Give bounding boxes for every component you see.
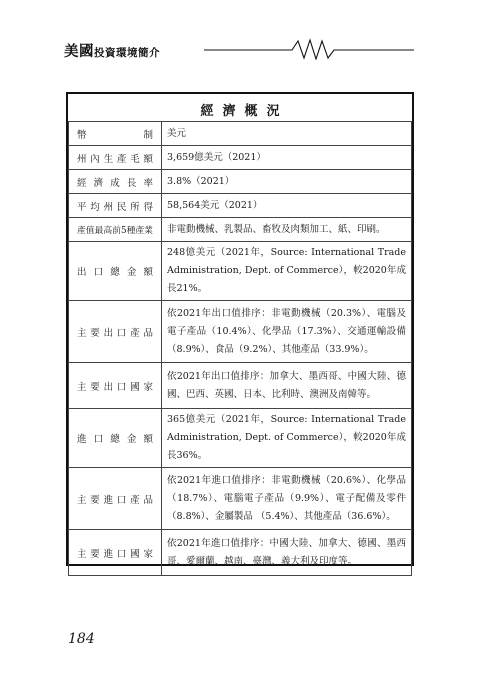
row-label [69,468,162,530]
table-row [69,122,412,146]
row-label [69,218,162,242]
label-char: 口 [116,548,127,560]
table-row [69,530,412,576]
table-row [69,468,412,530]
row-label [69,122,162,146]
label-char: 出 [103,327,114,339]
label-char: 國 [130,381,140,393]
label-char: 口 [116,381,127,393]
table-row [69,218,412,242]
table-row [69,194,412,218]
table-caption: 經濟概況 [200,104,289,119]
label-char: 生 [103,153,114,165]
label-char: 額 [143,434,153,445]
label-per-capita-income [69,199,161,213]
label-char: 要 [90,381,100,393]
label-char: 總 [110,434,120,445]
label-currency [69,127,161,141]
header-title [64,40,160,61]
label-char: 出 [103,381,114,393]
row-value: 依2021年進口值排序：中國大陸、加拿大、德國、墨西哥、愛爾蘭、越南、臺灣、義大利及印度等。 [162,530,412,576]
label-char: 制 [143,129,153,141]
running-header [64,38,414,60]
label-char: 產 [130,327,140,339]
label-char: 口 [116,327,127,339]
table-row [69,146,412,170]
label-char: 出 [77,267,87,278]
label-char: 所 [130,201,140,213]
label-char: 要 [90,548,100,560]
table-row [69,242,412,301]
label-char: 州 [103,201,114,213]
label-char: 進 [103,548,114,560]
label-char: 金 [126,267,137,278]
row-label [69,146,162,170]
label-char: 進 [103,494,114,506]
economic-overview-box [66,92,414,566]
label-char: 國 [130,548,140,560]
label-main-import-products [69,492,161,506]
row-label [69,170,162,194]
label-char: 幣 [77,129,87,141]
row-value: 248億美元（2021年，Source: International Trade Administration, Dept. of Commerce），較2020年成長21%。 [162,242,412,301]
label-char: 民 [116,201,127,213]
label-char: 平 [77,201,87,213]
heartbeat-line-icon [204,38,414,60]
label-char: 濟 [93,177,104,189]
header-country: 美國 [64,44,94,60]
label-char: 產 [130,494,140,506]
row-label [69,194,162,218]
label-char: 總 [110,267,120,278]
row-label [69,242,162,301]
row-value: 58,564美元（2021） [162,194,412,218]
label-char: 毛 [130,153,140,165]
label-char: 均 [90,201,100,213]
label-char: 主 [77,494,87,506]
label-char: 家 [143,548,153,560]
label-char: 主 [77,327,87,339]
table-row [69,170,412,194]
label-char: 得 [143,201,153,213]
row-label [69,301,162,363]
label-main-export-products [69,325,161,339]
row-label [69,530,162,576]
label-char: 額 [143,267,153,278]
label-char: 主 [77,548,87,560]
row-value: 365億美元（2021年，Source: International Trade Administration, Dept. of Commerce），較2020年成長36%。 [162,409,412,468]
label-char: 金 [126,434,137,445]
label-top-industries: 產值最高前5種產業 [77,226,153,236]
row-value: 3,659億美元（2021） [162,146,412,170]
label-char: 額 [143,153,153,165]
label-char: 經 [77,177,87,189]
row-label [69,409,162,468]
economic-overview-table [68,121,412,576]
label-char: 率 [143,177,153,189]
page-number: 184 [68,631,95,647]
table-row [69,363,412,409]
label-total-exports [69,264,161,278]
label-gsp [69,151,161,165]
label-char: 家 [143,381,153,393]
label-growth-rate [69,175,161,189]
row-value: 非電動機械、乳製品、畜牧及肉類加工、紙、印刷。 [162,218,412,242]
label-main-export-countries [69,379,161,393]
row-label [69,363,162,409]
label-char: 口 [93,267,104,278]
header-subtitle: 投資環境簡介 [94,47,160,59]
row-value: 依2021年進口值排序：非電動機械（20.6%）、化學品（18.7%）、電腦電子產品（9.9%）、電子配備及零件（8.8%）、金屬製品 （5.4%）、其他產品（36.6%）。 [162,468,412,530]
label-char: 品 [143,327,153,339]
label-char: 主 [77,381,87,393]
row-value: 3.8%（2021） [162,170,412,194]
row-value: 依2021年出口值排序：非電動機械（20.3%）、電腦及電子產品（10.4%）、化學品（17.3%）、交通運輸設備（8.9%）、食品（9.2%）、其他產品（33.9%）。 [162,301,412,363]
label-char: 要 [90,494,100,506]
label-char: 內 [90,153,100,165]
table-row [69,301,412,363]
label-total-imports [69,431,161,445]
label-char: 產 [116,153,127,165]
label-char: 進 [77,434,87,445]
table-row [69,409,412,468]
row-value: 美元 [162,122,412,146]
label-char: 品 [143,494,153,506]
label-char: 口 [116,494,127,506]
label-main-import-countries [69,546,161,560]
label-char: 州 [77,153,87,165]
label-char: 要 [90,327,100,339]
label-char: 成 [110,177,120,189]
label-char: 口 [93,434,104,445]
label-char: 長 [126,177,137,189]
row-value: 依2021年出口值排序：加拿大、墨西哥、中國大陸、德國、巴西、英國、日本、比利時、澳洲及南韓等。 [162,363,412,409]
